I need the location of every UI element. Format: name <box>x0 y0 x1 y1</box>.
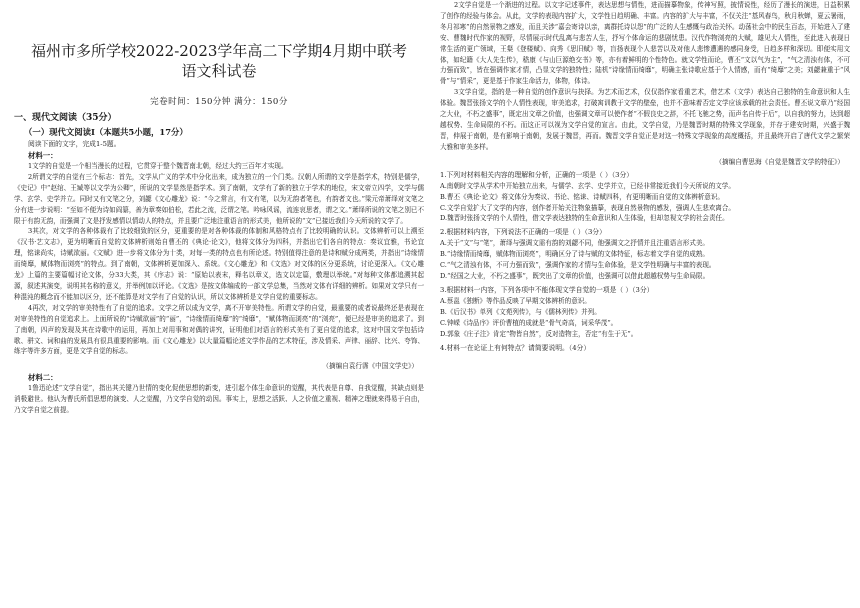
material-one-body <box>14 161 424 357</box>
answer-option: C.“气之清浊有体，不可力强而致”，强调作家的才情与生命体验，是文学性明确与丰富的表现。 <box>440 261 716 270</box>
answer-option: D.魏晋时张扬文学的个人情性，借文学表达独特的生命意识和人生体验，但却忽视文学的社会责任。 <box>440 214 729 223</box>
answer-option: D.郭象《庄子注》肯定“物皆自然”，反对造物主，否定“有生于无”。 <box>440 329 638 338</box>
answer-option: A.南朝时文学从学术中开始独立出来，与儒学、玄学、史学并立，已经非常接近我们今天所说的文学。 <box>440 181 735 190</box>
material-two-body <box>14 383 424 416</box>
answer-option: A.蔡邕《独断》等作品反映了早期文体辨析的意识。 <box>440 296 591 305</box>
material-one-source: （摘编自袁行霈《中国文学史》） <box>322 362 418 371</box>
question-list <box>440 170 850 354</box>
material-two-label: 材料二： <box>28 373 58 383</box>
paragraph: 2所谓文学的自觉有三个标志：首先，文学从广义的学术中分化出来，成为独立的一个门类。汉朝人所谓的文学是指学术，特别是儒学，《史记》中“赵绾、王臧等以文学为公卿”，所说的文学显然是指学术。到了南朝，文学有了新的独立于学术的地位，宋文帝立四学，文学与儒学、玄学、史学并立。同时又有文笔之分，刘勰《文心雕龙》说：“今之常言，有文有笔，以为无韵者笔也，有韵者文也。”梁元帝萧绎对文笔之分有进一步说明：“至如不便为诗如阎纂，善为章奏如伯松，若此之流，泛谓之笔。吟咏风谣，流连哀思者，谓之文。”萧绎所说的文笔之别已不限于有韵无韵，而强调了文是抒发感情以情动人的特点，并且要广泛地注重语言的形式美，他所说的“文”已接近我们今天所说的文学了。 <box>14 172 424 225</box>
reading-instruction: 阅读下面的文字，完成1-5题。 <box>28 140 121 148</box>
exam-title: 福州市多所学校2022-2023学年高二下学期4月期中联考 <box>31 42 407 60</box>
paragraph: 4再次，对文学的审美特性有了自觉的追求。文学之所以成为文学，离不开审美特性。所谓文学的自觉，最重要的或者说最终还是表现在对审美特性的自觉追求上。上面所说的“诗赋欲丽”的“丽”，“诗缘情而绮靡”的“绮靡”，“赋体物而浏亮”的“浏亮”，便已经是审美的追求了。到了南朝，四声的发现及其在诗歌中的运用，再加上对用事和对偶的讲究，证明他们对语言的形式美有了更自觉的追求，这对中国文学包括诗歌、骈文、词和曲的发展具有很具重要的影响。而《文心雕龙》以大量篇幅论述文学作品的艺术特征，涉及情采、声律、丽辞、比兴、夸饰、练字等许多方面，更是文学自觉的标志。 <box>14 303 424 356</box>
answer-option: D.“经国之大业，不朽之盛事”，既突出了文章的价值，也强调可以借此超越权势与生命局限。 <box>440 272 710 281</box>
paragraph: 1文学的自觉是一个相当漫长的过程，它贯穿于整个魏晋南北朝，经过大约三百年才实现。 <box>28 162 288 170</box>
question-stem: 4.材料一在论证上有何特点？请简要说明。（4分） <box>440 343 591 352</box>
answer-option: C.文学自觉扩大了文学的内容，创作者开始关注物象描摹，表现自然景物的感发，强调人生悲欢离合。 <box>440 203 735 212</box>
paragraph: 2文学自觉是一个渐进的过程。以文字记述事件，表达思想与情性，进而描摹物象，传神写照，披情说性，经历了漫长的演进，日益积累了创作的经验与体会。从此，文学的表现内容扩大，文学性日趋明确、丰富。内容的扩大与丰富，不仅关注“基风春鸟，秋月秋蝉，夏云暑雨，冬月祁寒”的自然景物之感发，而且关涉“嘉会寄诗以亲，离群托诗以怨”的广泛的人生感慨与政治关怀。动荡社会中的民生百态，开始进入了建安、曹魏时代作家的视野，尽情展示时代乱离与悲苦人生，抒写个体命运的悲剧忧患。汉代作物浏亮的大赋，雄见大人情性，至此进入表现日常生活的更广领域，王粲《登楼赋》、向秀《思旧赋》等，盲扬表现个人悲苦以及对他人悲惨遭遇的感同身受，日趋多样和深切。即便实用文体，如纪籍《大人先生传》，嵇康《与山巨源绝交书》等，亦有着鲜明的个性特色。就文学性而论，曹丕“文以气为主”，“气之清浊有体，不可力强而致”，皆在强调作家才情，凸显文学的独特性；陆机“诗缘情而绮靡”，明确主张诗歌应基于个人情感，而有“绮靡”之美；刘勰兼重于“风骨”与“情采”，更是基于作家生命活力，体物，体诗。 <box>440 1 850 86</box>
section-heading: 一、现代文阅读（35分） <box>14 113 117 123</box>
material-two-continued <box>440 0 850 153</box>
material-one-label: 材料一： <box>28 151 58 160</box>
subsection-heading: （一）现代文阅读Ⅰ（本题共5小题，17分） <box>24 127 188 137</box>
answer-option: C.钟嵘《诗品序》评价曹植的成就是“骨气奇高，词采华茂”。 <box>440 318 618 327</box>
paragraph: 3其次，对文学的各种体裁有了比较细致的区分，更重要的是对各种体裁的体制和风格特点有了比较明确的认识。文体辨析可以上溯至《汉书·艺文志》，更为明晰而自觉的文体辨析则始自曹丕的《典论·论文》，他将文体分为四科，并指出它们各自的特点：奏议宜雅，书论宜理，铭诔尚实，诗赋欲丽。《文赋》进一步将文体分为十类，对每一类的特点也有所论述。特别值得注意的是诗和赋分成两类，并指出“诗缘情而绮靡，赋体物而浏亮”的特点。到了南朝，文体辨析更加深入、系统。《文心雕龙》和《文选》对文体的区分更系统，讨论更深入。《文心雕龙》上篇的主要篇幅讨论文体，分33大类，其《序志》说：“原始以表末，释名以章义，选文以定篇，敷理以举统。”对每种文体都追溯其起源，叙述其演变，说明其名称的意义，并举例加以评论。《文选》是按文体编成的一部文学总集，当然对文体有详细的辨析。如果对文学只有一种混沌的概念而不能加以区分，还不能算是对文学有了自觉的认识，所以文体辨析是文学自觉的重要标志。 <box>14 227 424 301</box>
answer-option: B.曹丕《典论·论文》将文体分为奏议、书论、铭诔、诗赋四科，有更明晰而自觉的文体辨析意识。 <box>440 192 724 201</box>
answer-option: B.《后汉书》单列《文苑列传》，与《儒林列传》并列。 <box>440 307 601 316</box>
answer-option: B.“诗缘情而绮靡，赋体物而浏亮”，明确区分了诗与赋的文体特征，标志着文学自觉的成熟。 <box>440 250 709 259</box>
answer-option: A.关于“文”与“笔”，萧绎与强调文需有韵的刘勰不同，他强调文之抒情并且注重语言形式美。 <box>440 239 709 248</box>
question-stem: 2.根据材料内容，下列说法不正确的一项是（ ）（3分） <box>440 228 606 237</box>
left-column <box>14 0 424 608</box>
paragraph: 1鲁迅论述“文学自觉”，指出其关键乃世情的变化促使思想的新变，进引起个体生命意识的觉醒，其代表是自尊、自我觉醒，其缺点则是消极避世。他认为曹氏所倡思想的演变、人之觉醒，乃文学自觉的动因。事实上，思想之活跃、人之价值之重视、精神之理就来得易于自由，乃文学自觉之前提。 <box>14 384 424 415</box>
right-column <box>440 0 850 608</box>
material-two-source: （摘编自曹思海《自觉是魏晋文学的特征》） <box>715 157 844 166</box>
question-stem: 1.下列对材料相关内容的理解和分析，正确的一项是（ ）（3分） <box>440 170 634 179</box>
question-stem: 3.根据材料一内容，下列各项中不能体现文学自觉的一项是（ ）（3分） <box>440 285 654 294</box>
exam-time-score: 完卷时间：150分钟 满分：150分 <box>150 97 288 107</box>
paragraph: 3文学自觉，指的是一种自觉的创作意识与抉择。为艺术而艺术，仅仅指作家看重艺术，借艺术（文学）表达自己独特的生命意识和人生体验。魏晋张扬文学的个人情性表现，审美追求，打破寓训教于文学的壁垒，也并不意味着否定文学应该承载的社会责任。曹丕说文章乃“经国之大业，不朽之盛事”，既定出文章之价值，也强调文章可以使作者“不假良史之辞，不托飞驰之势，而声名自传于后”，以自我的努力，达到超越权势、生命局限的不朽。而这正可以视为文学自觉的宣言。由此，文学自觉，乃是魏晋时期的特殊文学现象，并存于建安时期，兴盛于魏晋，伸展于南朝，是有影响于南朝，发展于魏晋，再而。魏晋文学自觉正是对这一特殊文学现象的高度概括，并且最终开启了唐代文学之繁荣大雅和审美多样。 <box>440 88 850 151</box>
exam-subtitle: 语文科试卷 <box>181 62 257 80</box>
